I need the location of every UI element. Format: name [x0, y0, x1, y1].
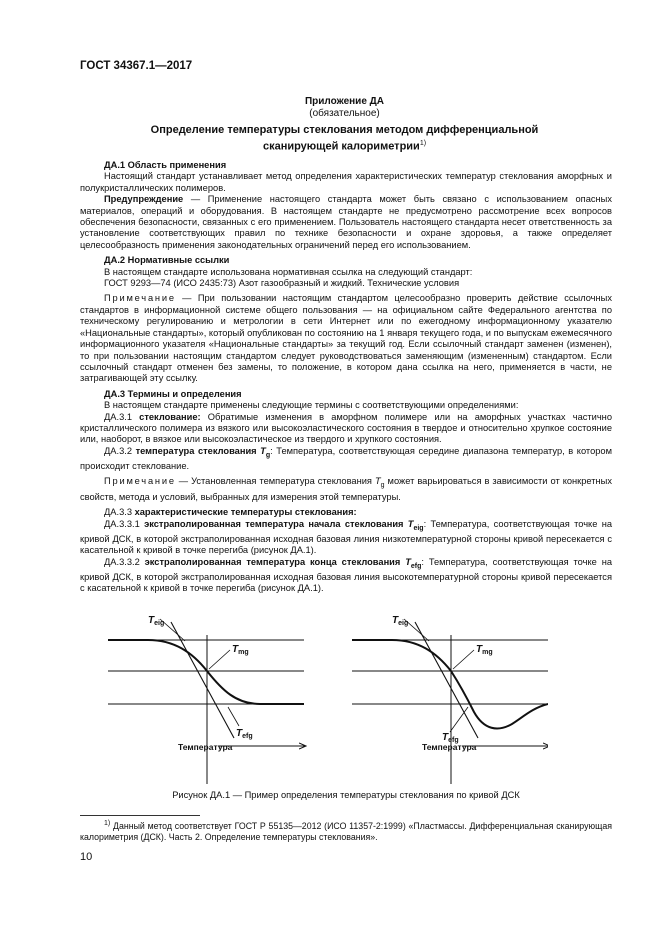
label-sub: efg	[242, 733, 253, 740]
label-mg	[232, 644, 249, 656]
label-sub: eig	[154, 620, 165, 627]
annex-title: Приложение ДА	[304, 96, 385, 107]
axis-label-left: Температура	[178, 742, 233, 752]
term-symbol-sub: eig	[413, 524, 424, 532]
dsc-curve	[108, 640, 304, 704]
term-name: экстраполированная температура конца стеклования	[144, 556, 406, 567]
label-sub: eig	[398, 620, 409, 627]
scope-paragraph: Настоящий стандарт устанавливает метод определения характеристических температур стеклования аморфных и полукристаллических полимеров.	[80, 171, 612, 193]
note-label: Примечание	[104, 293, 176, 304]
title-line-2-text: сканирующей калориметрии	[262, 140, 420, 153]
term-name: температура стеклования	[135, 445, 261, 456]
inflection-tangent	[171, 622, 234, 738]
dsc-diagram-left	[108, 619, 306, 784]
title-line-1: Определение температуры стеклования методом дифференциальной	[150, 124, 539, 136]
term-number: ДА.3.3.2	[104, 556, 145, 567]
note-text: — Установленная температура стеклования	[175, 476, 375, 487]
label-sub: mg	[482, 649, 493, 656]
term-definition: Обратимые изменения в аморфном полимере или на аморфных участках частично кристаллического полимера из вязкого или высокоэластического состояния в твердое и относительно хрупкое состояние или, наоборот, в вязкое или высокоэластическое из твердого и хрупкого состояния.	[80, 411, 612, 445]
term-number: ДА.3.3.1	[104, 518, 145, 529]
term-number: ДА.3.1	[104, 411, 140, 422]
document-header: ГОСТ 34367.1—2017	[80, 60, 193, 72]
term-definition: : Температура, соответствующая точке на кривой ДСК, в которой экстраполированная исходная базовая линия низкотемпературной стороны кривой пересекается с касательной к кривой в точке перегиба (рисунок ДА.1).	[80, 518, 612, 556]
section-heading-3: ДА.3 Термины и определения	[104, 388, 242, 399]
label-efg	[236, 728, 253, 740]
label-sym: T	[442, 732, 449, 743]
term-symbol: T	[405, 556, 411, 567]
term-symbol: T	[407, 518, 414, 529]
label-mg	[476, 644, 493, 656]
term-onset	[80, 519, 612, 557]
warning-text: — Применение настоящего стандарта может быть связано с использованием опасных материалов, операций и оборудования. В настоящем стандарте не предусмотрено рассмотрение всех вопросов обеспечения безопасности, связанных с его применением. Пользователь настоящего стандарта несет ответственность за установление соответствующих правил по технике безопасности и охране здоровья, а также определяет целесообразность применения законодательных ограничений перед его использованием.	[80, 194, 612, 250]
reference-item: ГОСТ 9293—74 (ИСО 2435:73) Азот газообразный и жидкий. Технические условия	[104, 278, 460, 289]
dsc-curve	[352, 640, 548, 728]
section-heading-2: ДА.2 Нормативные ссылки	[104, 255, 230, 266]
label-sym: T	[392, 615, 399, 626]
note-symbol-sub: g	[380, 482, 385, 490]
footnote	[80, 818, 612, 843]
label-sub: efg	[448, 737, 459, 744]
leader-efg	[450, 707, 468, 732]
term-number: ДА.3.3	[104, 507, 135, 518]
label-eig	[148, 615, 164, 627]
inflection-tangent	[415, 622, 478, 738]
label-sym: T	[476, 644, 483, 655]
note-text: — При пользовании настоящим стандартом целесообразно проверить действие ссылочных стандартов в информационной системе общего пользования — на официальном сайте Федерального агентства по техническому регулированию и метрологии в сети Интернет или по ежегодному информационному указателю «Национальные стандарты», который опубликован по состоянию на 1 января текущего года, и по выпускам ежемесячного информационного указателя «Национальные стандарты» за текущий год. Если ссылочный стандарт заменен (изменен), то при пользовании настоящим стандартом следует руководствоваться заменяющим (измененным) стандартом. Если ссылочный стандарт отменен без замены, то положение, в котором дана ссылка на него, применяется в части, не затрагивающей эту ссылку.	[80, 293, 612, 384]
note-text: может варьироваться в зависимости от конкретных свойств, метода и условий, выбранных для измерения этой температуры.	[80, 476, 612, 502]
label-sub: mg	[238, 649, 249, 656]
terms-note	[80, 476, 612, 503]
term-glass-temperature	[80, 446, 612, 473]
terms-intro: В настоящем стандарте применены следующие термины с соответствующими определениями:	[104, 400, 519, 411]
term-characteristic	[80, 507, 612, 518]
term-definition: : Температура, соответствующая точке на кривой ДСК, в которой экстраполированная исходная базовая линия высокотемпературной стороны кривой пересекается с касательной к кривой в точке перегиба (рисунок ДА.1).	[80, 556, 613, 594]
label-sym: T	[232, 644, 239, 655]
term-number: ДА.3.2	[104, 445, 136, 456]
footnote-mark: 1)	[104, 820, 111, 827]
term-glass-transition	[80, 412, 612, 446]
figure-caption: Рисунок ДА.1 — Пример определения температуры стеклования по кривой ДСК	[172, 790, 520, 800]
label-sym: T	[236, 728, 243, 739]
note-symbol: T	[374, 476, 381, 487]
dsc-diagram-right	[352, 619, 548, 784]
section-title	[80, 124, 609, 154]
term-symbol-sub: efg	[410, 562, 422, 570]
warning-paragraph	[80, 194, 612, 251]
dsc-figure	[108, 612, 548, 784]
document-body	[80, 158, 612, 595]
term-definition: : Температура, соответствующая середине диапазона температур, в котором происходит стеклование.	[80, 445, 612, 472]
title-footnote-mark: 1)	[419, 140, 427, 147]
footnote-text: Данный метод соответствует ГОСТ Р 55135—2012 (ИСО 11357-2:1999) «Пластмассы. Дифференциальная сканирующая калориметрия (ДСК). Часть 2. Определение температуры стеклования».	[80, 820, 612, 842]
references-note	[80, 293, 612, 384]
warning-label: Предупреждение	[104, 194, 184, 205]
leader-mg	[209, 650, 230, 669]
references-intro: В настоящем стандарте использована нормативная ссылка на следующий стандарт:	[104, 266, 473, 277]
term-name: экстраполированная температура начала стеклования	[144, 518, 408, 529]
label-eig	[392, 615, 408, 627]
leader-mg	[453, 650, 474, 669]
note-label: Примечание	[104, 476, 176, 487]
annex-heading	[80, 96, 609, 120]
term-name: характеристические температуры стеклования:	[134, 507, 357, 518]
label-sym: T	[148, 615, 155, 626]
axis-label-right: Температура	[422, 742, 477, 752]
section-heading-1: ДА.1 Область применения	[104, 160, 227, 170]
annex-type: (обязательное)	[309, 108, 380, 119]
term-symbol-sub: g	[265, 451, 271, 459]
term-symbol: T	[260, 445, 266, 456]
title-line-2	[80, 137, 609, 154]
footnote-divider	[80, 815, 200, 816]
leader-efg	[228, 707, 239, 726]
term-name: стеклование:	[139, 411, 201, 422]
page-number: 10	[80, 851, 93, 863]
term-end	[80, 557, 612, 595]
